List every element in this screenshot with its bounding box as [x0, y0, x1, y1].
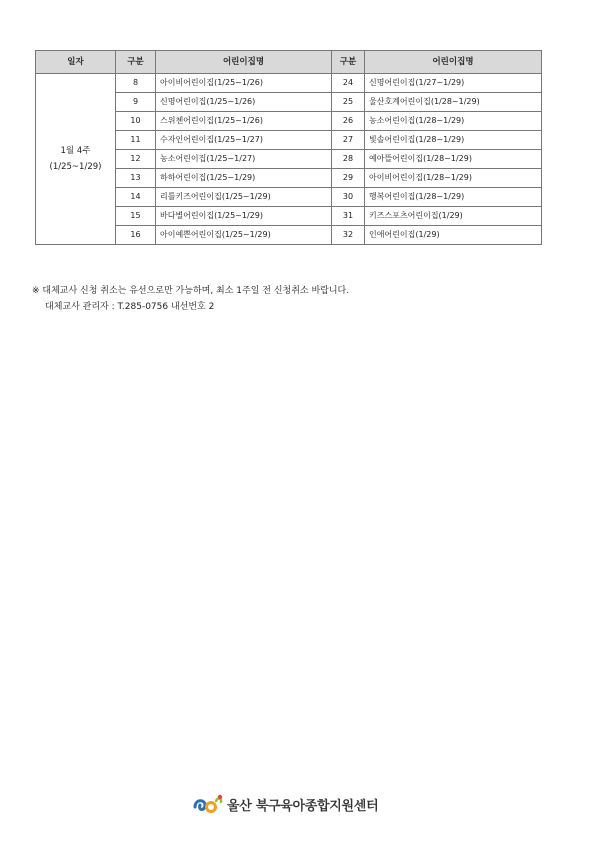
right-number: 26 — [332, 112, 365, 131]
left-daycare-name: 신명어린이집(1/25~1/26) — [156, 93, 332, 112]
left-number: 14 — [116, 188, 156, 207]
week-range: (1/25~1/29) — [49, 162, 102, 172]
right-daycare-name: 아이비어린이집(1/28~1/29) — [365, 169, 542, 188]
right-number: 30 — [332, 188, 365, 207]
table-header-row — [36, 51, 542, 74]
notes-section — [32, 283, 349, 315]
right-number: 31 — [332, 207, 365, 226]
left-daycare-name: 리틀키즈어린이집(1/25~1/29) — [156, 188, 332, 207]
left-number: 12 — [116, 150, 156, 169]
left-number: 9 — [116, 93, 156, 112]
week-cell — [36, 74, 116, 245]
right-number: 32 — [332, 226, 365, 245]
left-daycare-name: 농소어린이집(1/25~1/27) — [156, 150, 332, 169]
right-number: 24 — [332, 74, 365, 93]
left-number: 11 — [116, 131, 156, 150]
right-number: 25 — [332, 93, 365, 112]
header-division-left: 구분 — [116, 51, 156, 74]
left-daycare-name: 바다별어린이집(1/25~1/29) — [156, 207, 332, 226]
left-number: 10 — [116, 112, 156, 131]
right-daycare-name: 예아뜰어린이집(1/28~1/29) — [365, 150, 542, 169]
footer — [192, 793, 378, 815]
right-daycare-name: 키즈스포츠어린이집(1/29) — [365, 207, 542, 226]
left-number: 15 — [116, 207, 156, 226]
right-daycare-name: 인애어린이집(1/29) — [365, 226, 542, 245]
right-daycare-name: 행복어린이집(1/28~1/29) — [365, 188, 542, 207]
header-daycare-name-left: 어린이집명 — [156, 51, 332, 74]
left-number: 8 — [116, 74, 156, 93]
header-division-right: 구분 — [332, 51, 365, 74]
organization-logo-icon — [192, 793, 224, 815]
header-daycare-name-right: 어린이집명 — [365, 51, 542, 74]
organization-name: 울산 북구육아종합지원센터 — [227, 798, 379, 814]
right-daycare-name: 빛솔어린이집(1/28~1/29) — [365, 131, 542, 150]
left-daycare-name: 스위첸어린이집(1/25~1/26) — [156, 112, 332, 131]
right-daycare-name: 신명어린이집(1/27~1/29) — [365, 74, 542, 93]
left-daycare-name: 아이비어린이집(1/25~1/26) — [156, 74, 332, 93]
week-label: 1월 4주 — [60, 146, 91, 156]
header-date: 일자 — [36, 51, 116, 74]
daycare-schedule-table — [35, 50, 542, 245]
right-number: 29 — [332, 169, 365, 188]
table-row — [36, 74, 542, 93]
manager-contact: 대체교사 관리자 : T.285-0756 내선번호 2 — [45, 302, 215, 312]
left-daycare-name: 하하어린이집(1/25~1/29) — [156, 169, 332, 188]
right-daycare-name: 울산호계어린이집(1/28~1/29) — [365, 93, 542, 112]
left-number: 13 — [116, 169, 156, 188]
left-number: 16 — [116, 226, 156, 245]
cancellation-notice: ※ 대체교사 신청 취소는 유선으로만 가능하며, 최소 1주일 전 신청취소 바랍니다. — [32, 286, 350, 296]
right-number: 27 — [332, 131, 365, 150]
left-daycare-name: 수자인어린이집(1/25~1/27) — [156, 131, 332, 150]
left-daycare-name: 아이예쁜어린이집(1/25~1/29) — [156, 226, 332, 245]
right-daycare-name: 농소어린이집(1/28~1/29) — [365, 112, 542, 131]
right-number: 28 — [332, 150, 365, 169]
